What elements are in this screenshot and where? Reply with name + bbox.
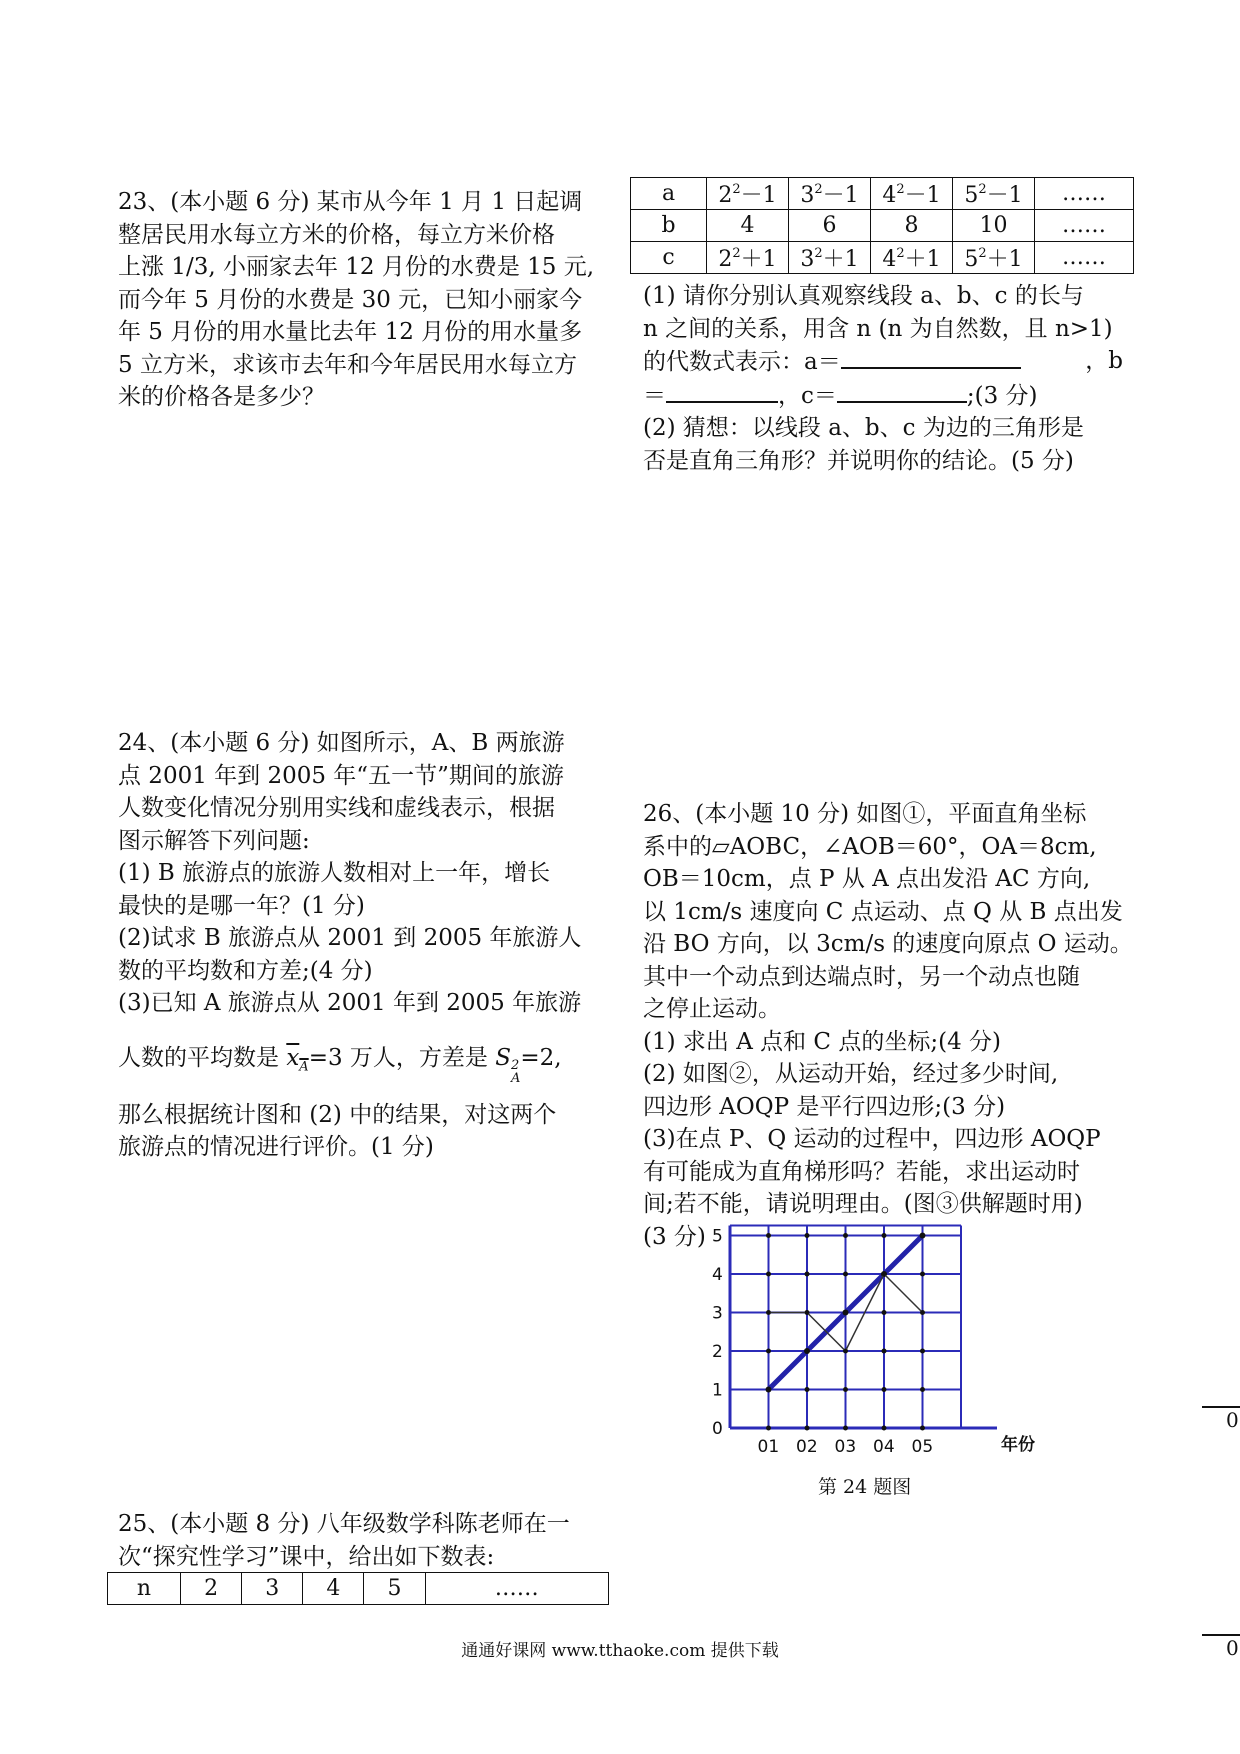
table-cell: 10 [953,210,1035,242]
edge-mark: 0 [1226,1408,1239,1432]
q26-line: 四边形 AOQP 是平行四边形;(3 分) [643,1093,1006,1120]
grid-dot [843,1426,848,1431]
q24-line: (1) B 旅游点的旅游人数相对上一年，增长 [118,860,551,886]
table-cell: 4 [303,1573,364,1605]
q24-line: (3)已知 A 旅游点从 2001 年到 2005 年旅游 [118,990,582,1016]
data-point-B [844,1349,848,1353]
q26-line: (3)在点 P、Q 运动的过程中，四边形 AOQP [643,1126,1101,1152]
edge-mark: 0 [1226,1636,1239,1660]
question-26 [643,798,1133,1253]
grid-dot [920,1272,925,1277]
grid-dot [766,1272,771,1277]
table-cell: b [631,210,707,242]
data-point-A [766,1387,772,1393]
q23-line: 而今年 5 月份的水费是 30 元，已知小丽家今 [118,286,583,313]
q25-part2-line: (2) 猜想：以线段 a、b、c 为边的三角形是 [643,415,1084,441]
grid-dot [805,1426,810,1431]
data-point-B [767,1311,771,1315]
page-footer: 通通好课网 www.tthaoke.com 提供下载 [461,1641,779,1661]
answer-blank-a[interactable] [841,345,1021,369]
data-point-A [843,1310,849,1316]
q23-line: 整居民用水每立方米的价格，每立方米价格 [118,221,555,248]
q26-line: 之停止运动。 [643,996,781,1022]
data-point-A [804,1348,810,1354]
q24-line: (2)试求 B 旅游点从 2001 到 2005 年旅游人 [118,925,582,951]
question-24 [118,727,598,1164]
q24-line: 点 2001 年到 2005 年“五一节”期间的旅游 [118,762,564,789]
q23-line: 上涨 1/3, 小丽家去年 12 月份的水费是 15 元, [118,254,595,280]
table-cell: $2^2+1$ [707,242,789,274]
table-cell: 3 [242,1573,303,1605]
table-row [631,242,1134,274]
q24-line: 图示解答下列问题: [118,827,310,854]
figure-24-chart [700,1188,1040,1468]
table-row [631,178,1134,210]
table-cell: $5^2-1$ [953,178,1035,210]
grid-dot [805,1272,810,1277]
data-point-B [882,1272,886,1276]
grid-dot [843,1233,848,1238]
q26-line: 26、(本小题 10 分) 如图①，平面直角坐标 [643,801,1087,827]
q26-line: (2) 如图②，从运动开始，经过多少时间, [643,1061,1059,1087]
answer-blank-b[interactable] [666,379,778,403]
x-tick-label: 01 [757,1437,780,1457]
table-cell: n [108,1573,181,1605]
n-row-table [107,1572,609,1605]
table-cell: a [631,178,707,210]
q26-line: 以 1cm/s 速度向 C 点运动、点 Q 从 B 点出发 [643,898,1123,925]
table-cell: 5 [364,1573,425,1605]
q23-line: 米的价格各是多少？ [118,384,325,410]
q25-line: 次“探究性学习”课中，给出如下数表: [118,1543,495,1570]
table-cell: c [631,242,707,274]
q25-part1-line: 的代数式表示：a＝ ，b [643,345,1123,379]
table-cell: 2 [181,1573,242,1605]
x-tick-label: 02 [796,1437,818,1457]
variance-value: =2, [520,1044,562,1071]
q26-line: 沿 BO 方向，以 3cm/s 的速度向原点 O 运动。 [643,931,1133,957]
q24-line: 24、(本小题 6 分) 如图所示，A、B 两旅游 [118,730,565,756]
grid-dot [882,1387,887,1392]
q25-parts [643,280,1123,477]
q23-line: 5 立方米，求该市去年和今年居民用水每立方 [118,351,577,378]
grid-dot [920,1349,925,1354]
grid-dot [920,1426,925,1431]
x-tick-label: 04 [873,1437,895,1457]
grid-dot [882,1349,887,1354]
table-row [631,210,1134,242]
grid-dot [766,1233,771,1238]
table-cell: $3^2-1$ [789,178,871,210]
grid-dot [843,1387,848,1392]
data-point-A [920,1233,926,1239]
grid-dot [920,1387,925,1392]
data-point-B [921,1311,925,1315]
figure-caption: 第 24 题图 [818,1476,912,1498]
q24-line: 旅游点的情况进行评价。(1 分) [118,1134,434,1160]
question-25 [118,1508,598,1573]
table-cell: 4 [707,210,789,242]
table-cell: $3^2+1$ [789,242,871,274]
abc-table [630,177,1134,274]
y-tick-label: 2 [712,1342,723,1362]
q25-part1-line: ＝ ，c＝ ;(3 分) [643,379,1123,413]
q26-line: 有可能成为直角梯形吗？若能，求出运动时 [643,1158,1080,1185]
x-axis-label: 年份 [1001,1435,1035,1455]
q23-line: 年 5 月份的用水量比去年 12 月份的用水量多 [118,319,583,345]
grid-dot [805,1387,810,1392]
y-tick-label: 5 [712,1226,723,1247]
grid-dot [805,1233,810,1238]
grid-dot [882,1310,887,1315]
answer-blank-c[interactable] [837,379,967,403]
y-tick-label: 0 [712,1419,723,1439]
table-cell: 8 [871,210,953,242]
table-cell: $5^2+1$ [953,242,1035,274]
q26-line: OB＝10cm，点 P 从 A 点出发沿 AC 方向, [643,866,1091,892]
q25-part1-line: n 之间的关系，用含 n (n 为自然数，且 n>1) [643,315,1113,342]
q26-line: 其中一个动点到达端点时，另一个动点也随 [643,963,1080,990]
grid-dot [766,1426,771,1431]
variance-symbol: S 2 A [495,1044,521,1086]
grid-dot [766,1349,771,1354]
q26-line: (1) 求出 A 点和 C 点的坐标;(4 分) [643,1028,1001,1055]
table-cell: …… [1035,178,1134,210]
question-23 [118,186,598,414]
q25-part1-line: (1) 请你分别认真观察线段 a、b、c 的长与 [643,283,1084,309]
data-point-B [805,1311,809,1315]
q24-line: 最快的是哪一年？(1 分) [118,892,365,919]
q24-line: 人数变化情况分别用实线和虚线表示，根据 [118,795,555,821]
edge-line [1202,1406,1240,1408]
mean-symbol: $x_A$ [286,1044,309,1075]
grid-dot [882,1426,887,1431]
q26-line: 系中的▱AOBC，∠AOB＝60°，OA＝8cm, [643,833,1097,860]
table-cell: …… [1035,242,1134,274]
table-cell: …… [1035,210,1134,242]
q25-line: 25、(本小题 8 分) 八年级数学科陈老师在一 [118,1511,570,1537]
mean-sub: A [299,1059,309,1075]
x-tick-label: 05 [911,1437,934,1457]
y-tick-label: 3 [712,1303,723,1324]
q26-line: 间;若不能，请说明理由。(图③供解题时用) [643,1191,1083,1217]
mean-value: =3 万人，方差是 [308,1044,496,1071]
q24-line: 数的平均数和方差;(4 分) [118,957,373,984]
table-row [108,1573,609,1605]
q25-part2-line: 否是直角三角形？并说明你的结论。(5 分) [643,447,1074,474]
y-tick-label: 1 [712,1380,723,1401]
table-cell: 6 [789,210,871,242]
table-cell: $4^2-1$ [871,178,953,210]
q26-line: (3 分) [643,1223,706,1250]
table-cell: $4^2+1$ [871,242,953,274]
grid-dot [882,1233,887,1238]
mean-prefix: 人数的平均数是 [118,1044,287,1071]
q23-line: 23、(本小题 6 分) 某市从今年 1 月 1 日起调 [118,189,583,215]
table-cell: $2^2-1$ [707,178,789,210]
grid-dot [843,1272,848,1277]
q24-line: 那么根据统计图和 (2) 中的结果，对这两个 [118,1101,557,1128]
y-tick-label: 4 [712,1265,723,1285]
table-cell: …… [425,1573,608,1605]
q24-stats-line [118,1042,598,1085]
x-tick-label: 03 [834,1437,857,1457]
